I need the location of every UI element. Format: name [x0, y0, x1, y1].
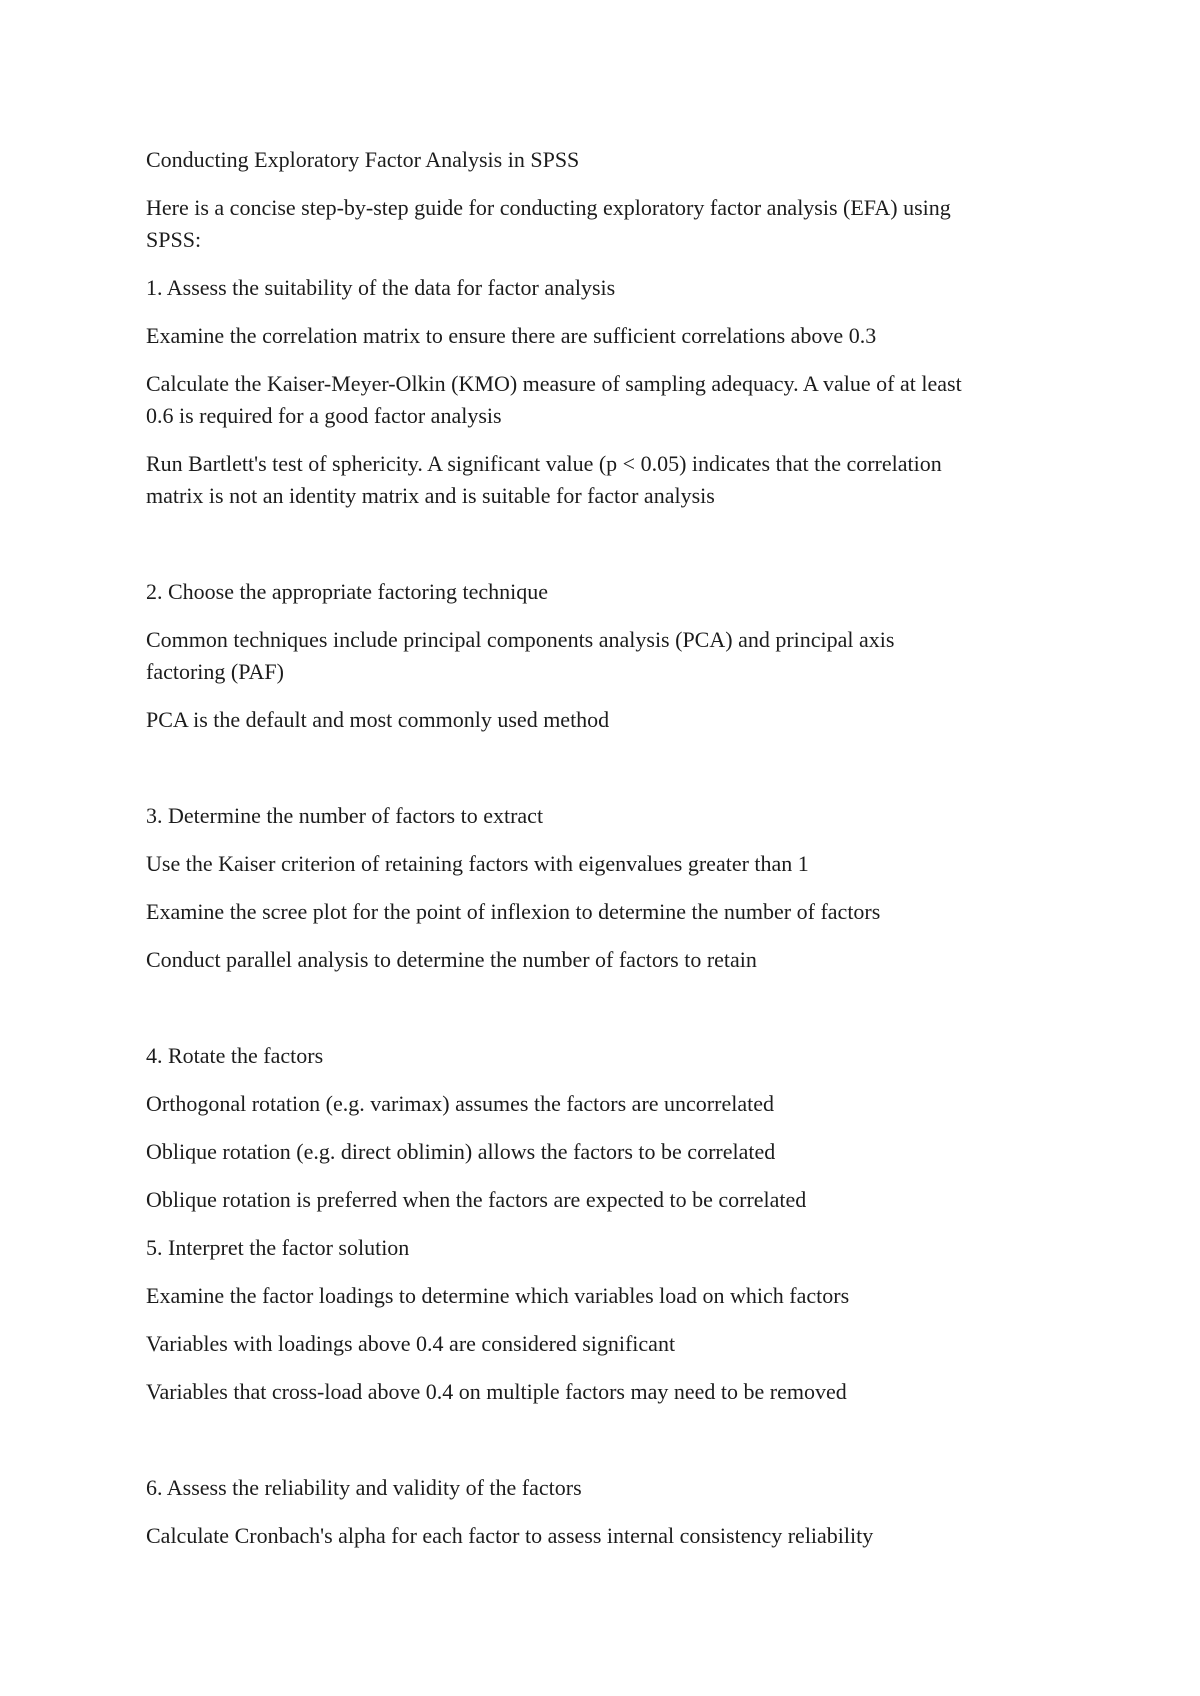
- document-title: Conducting Exploratory Factor Analysis in SPSS: [146, 147, 580, 172]
- step-1-point-3-line-2: matrix is not an identity matrix and is suitable for factor analysis: [146, 483, 715, 508]
- step-6-point-1: Calculate Cronbach's alpha for each factor to assess internal consistency reliability: [146, 1523, 874, 1548]
- step-5-point-3: Variables that cross-load above 0.4 on multiple factors may need to be removed: [146, 1379, 847, 1404]
- step-5-heading: 5. Interpret the factor solution: [146, 1235, 410, 1260]
- step-1-point-3-line-1: Run Bartlett's test of sphericity. A significant value (p < 0.05) indicates that the correlation: [146, 451, 942, 476]
- step-3-point-2: Examine the scree plot for the point of inflexion to determine the number of factors: [146, 899, 881, 924]
- step-4-point-3: Oblique rotation is preferred when the factors are expected to be correlated: [146, 1187, 807, 1212]
- step-2-point-2: PCA is the default and most commonly used method: [146, 707, 610, 732]
- step-2-point-1-line-1: Common techniques include principal components analysis (PCA) and principal axis: [146, 627, 895, 652]
- step-4-point-2: Oblique rotation (e.g. direct oblimin) allows the factors to be correlated: [146, 1139, 776, 1164]
- intro-paragraph-line-1: Here is a concise step-by-step guide for conducting exploratory factor analysis (EFA) using: [146, 195, 951, 220]
- step-4-point-1: Orthogonal rotation (e.g. varimax) assumes the factors are uncorrelated: [146, 1091, 774, 1116]
- step-5-point-1: Examine the factor loadings to determine which variables load on which factors: [146, 1283, 850, 1308]
- step-1-point-1: Examine the correlation matrix to ensure there are sufficient correlations above 0.3: [146, 323, 877, 348]
- step-2-heading: 2. Choose the appropriate factoring technique: [146, 579, 548, 604]
- step-4-heading: 4. Rotate the factors: [146, 1043, 324, 1068]
- step-3-point-1: Use the Kaiser criterion of retaining factors with eigenvalues greater than 1: [146, 851, 809, 876]
- step-1-point-2-line-1: Calculate the Kaiser-Meyer-Olkin (KMO) measure of sampling adequacy. A value of at least: [146, 371, 962, 396]
- step-1-point-2-line-2: 0.6 is required for a good factor analysis: [146, 403, 502, 428]
- step-3-point-3: Conduct parallel analysis to determine the number of factors to retain: [146, 947, 757, 972]
- step-3-heading: 3. Determine the number of factors to extract: [146, 803, 544, 828]
- step-6-heading: 6. Assess the reliability and validity of the factors: [146, 1475, 582, 1500]
- intro-paragraph-line-2: SPSS:: [146, 227, 202, 252]
- step-2-point-1-line-2: factoring (PAF): [146, 659, 284, 684]
- step-1-heading: 1. Assess the suitability of the data for factor analysis: [146, 275, 616, 300]
- step-5-point-2: Variables with loadings above 0.4 are considered significant: [146, 1331, 676, 1356]
